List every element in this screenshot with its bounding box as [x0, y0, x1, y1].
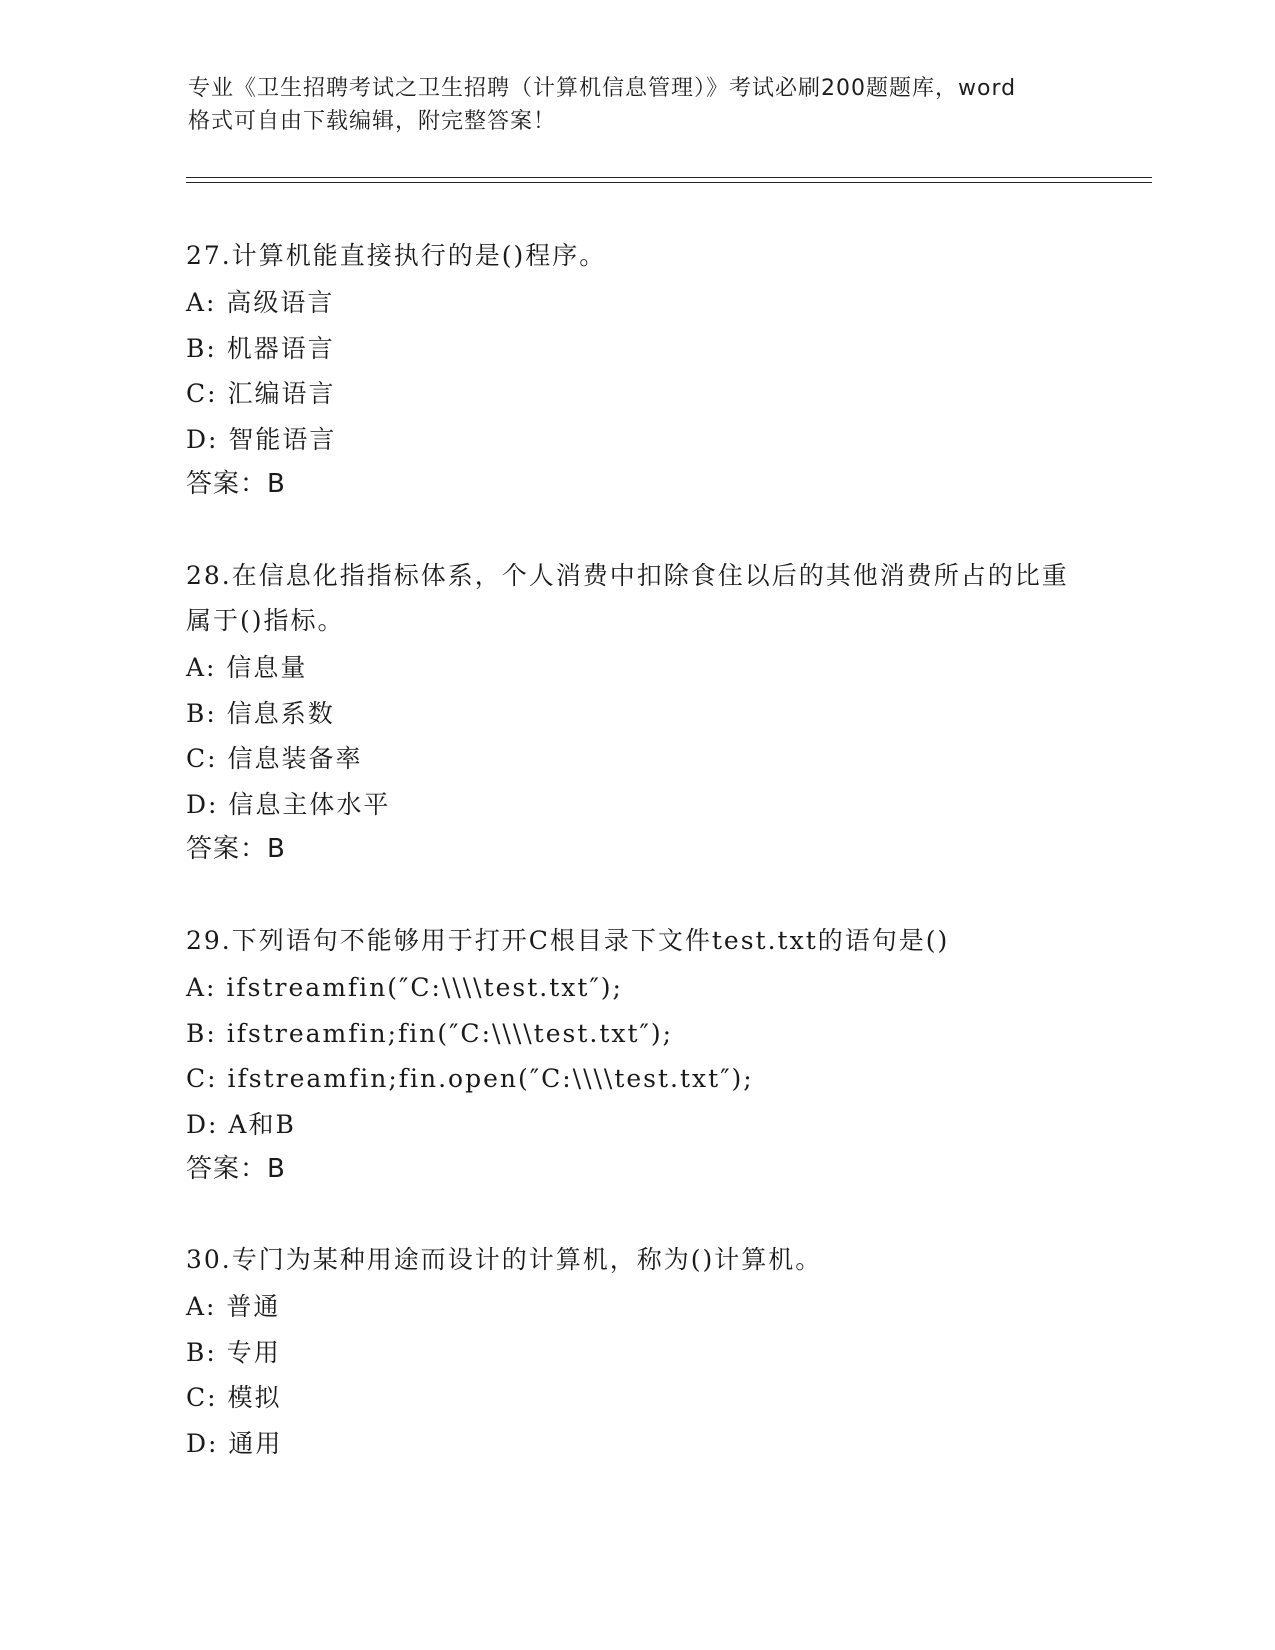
option-b: B: 专用 — [186, 1337, 281, 1367]
option-b: B: ifstreamfin;fin(″C:\\\\test.txt″); — [186, 1018, 674, 1048]
answer-line: 答案：B — [186, 834, 286, 864]
option-b: B: 信息系数 — [186, 698, 335, 728]
document-header — [188, 72, 1088, 138]
header-divider-top — [186, 177, 1152, 178]
question-28 — [186, 553, 1086, 872]
header-divider-bottom — [186, 182, 1152, 183]
option-d: D: A和B — [186, 1109, 296, 1139]
question-stem: 29.下列语句不能够用于打开C根目录下文件test.txt的语句是() — [186, 926, 950, 955]
option-c: C: 信息装备率 — [186, 744, 363, 773]
question-stem: 30.专门为某种用途而设计的计算机，称为()计算机。 — [186, 1245, 823, 1274]
option-a: A: 普通 — [186, 1292, 281, 1321]
header-line-2: 格式可自由下载编辑，附完整答案！ — [188, 109, 557, 134]
option-c: C: 汇编语言 — [186, 379, 336, 408]
option-b: B: 机器语言 — [186, 333, 335, 363]
option-c: C: 模拟 — [186, 1383, 282, 1412]
option-a: A: 高级语言 — [186, 288, 335, 317]
question-stem: 27.计算机能直接执行的是()程序。 — [186, 241, 607, 270]
question-stem: 28.在信息化指指标体系，个人消费中扣除食住以后的其他消费所占的比重属于()指标。 — [186, 561, 1069, 635]
option-d: D: 智能语言 — [186, 424, 337, 454]
option-d: D: 信息主体水平 — [186, 789, 391, 819]
answer-line: 答案：B — [186, 469, 286, 499]
option-a: A: ifstreamfin(″C:\\\\test.txt″); — [186, 973, 623, 1002]
answer-line: 答案：B — [186, 1154, 286, 1184]
question-29 — [186, 918, 1086, 1192]
header-line-1: 专业《卫生招聘考试之卫生招聘（计算机信息管理）》考试必刷200题题库，word — [188, 76, 1017, 101]
option-a: A: 信息量 — [186, 653, 308, 682]
option-d: D: 通用 — [186, 1428, 283, 1458]
question-27 — [186, 233, 1086, 507]
option-c: C: ifstreamfin;fin.open(″C:\\\\test.txt″); — [186, 1064, 754, 1093]
question-30 — [186, 1237, 1086, 1466]
